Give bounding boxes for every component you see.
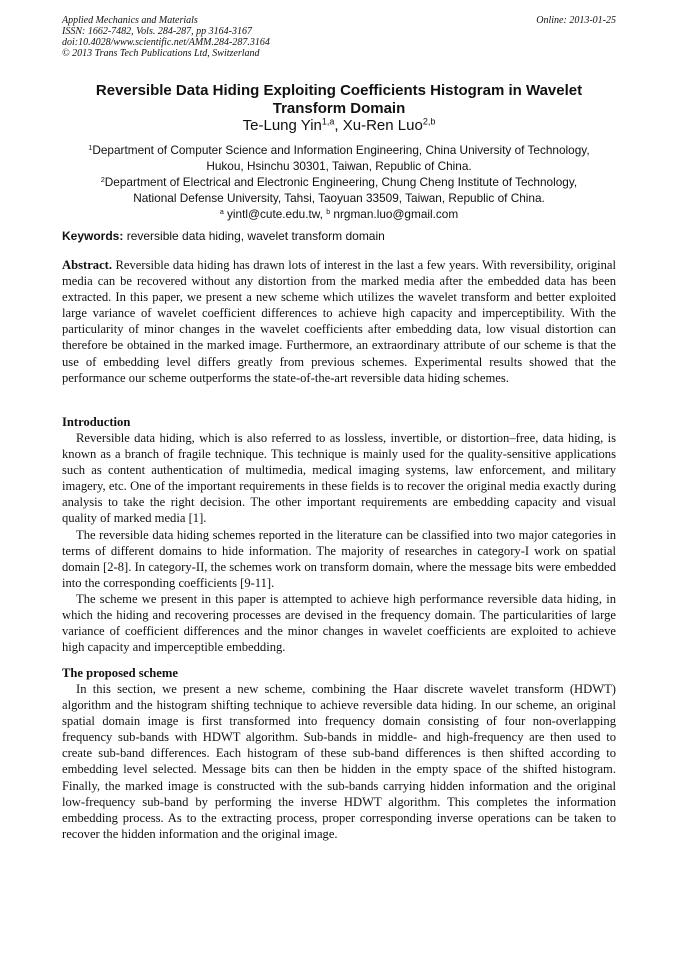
- author-name: Xu-Ren Luo: [342, 117, 423, 134]
- affiliation-line: [62, 158, 616, 174]
- email-superscript: a: [219, 207, 224, 216]
- journal-doi[interactable]: doi:10.4028/www.scientific.net/AMM.284-287.3164: [62, 37, 270, 48]
- email-address[interactable]: yintl@cute.edu.tw,: [223, 207, 327, 221]
- keywords-text: reversible data hiding, wavelet transform domain: [123, 229, 385, 243]
- journal-name: Applied Mechanics and Materials: [62, 15, 198, 26]
- author-separator: ,: [334, 117, 343, 134]
- affiliation-text: Department of Electrical and Electronic Engineering, Chung Cheng Institute of Technology,: [104, 175, 578, 189]
- introduction-body: [62, 430, 616, 655]
- affiliation-superscript: 2: [100, 175, 105, 184]
- keywords: [62, 229, 616, 244]
- journal-issn: ISSN: 1662-7482, Vols. 284-287, pp 3164-3167: [62, 26, 252, 37]
- email-superscript: b: [326, 207, 331, 216]
- affiliation-line: [62, 190, 616, 206]
- abstract-label: Abstract.: [62, 258, 113, 272]
- email-line: [62, 206, 616, 222]
- affiliation-text: Department of Computer Science and Information Engineering, China University of Technology,: [92, 143, 590, 157]
- online-date: Online: 2013-01-25: [536, 15, 616, 26]
- section-heading-proposed-scheme: The proposed scheme: [62, 666, 178, 680]
- paragraph: The reversible data hiding schemes reported in the literature can be classified into two major categories in terms of different domains to hide information. The majority of researches in category-I work on spatial domain [2-8]. In category-II, the schemes work on transform domain, where the message bits were embedded into the corresponding coefficients [9-11].: [62, 527, 616, 590]
- abstract: [62, 257, 616, 386]
- keywords-label: Keywords:: [62, 229, 124, 243]
- paragraph: The scheme we present in this paper is attempted to achieve high performance reversible data hiding, in which the hiding and recovering processes are devised in the frequency domain. The particularities of large variance of coefficient differences and the minor changes in wavelet coefficients are exploited to achieve high capacity and imperceptible embedding.: [62, 591, 616, 655]
- paragraph: Reversible data hiding, which is also referred to as lossless, invertible, or distortion–free, data hiding, is known as a branch of fragile technique. This technique is mainly used for the quality-sensitive applications such as content authentication of multimedia, medical imaging systems, law enforcement, and military imagery, etc. One of the important requirements in these fields is to recover the original media exactly during analysis to take the right decision. The other important requirements are embedding capacity and visual quality of marked media [1].: [62, 431, 616, 526]
- email-address[interactable]: nrgman.luo@gmail.com: [330, 207, 459, 221]
- section-heading-introduction: Introduction: [62, 415, 131, 429]
- proposed-scheme-body: [62, 681, 616, 842]
- author-superscript: 2,b: [422, 116, 436, 127]
- affiliation-text: Hukou, Hsinchu 30301, Taiwan, Republic of China.: [206, 159, 472, 173]
- abstract-text: Reversible data hiding has drawn lots of interest in the last a few years. With reversibility, original media can be recovered without any distortion from the marked media after the embedded data has been extracted. In this paper, we present a new scheme which utilizes the wavelet transform and better exploited large variance of wavelet coefficient differences to achieve high capacity and imperceptibility. With the particularity of minor changes in the wavelet coefficients after embedding data, low visual distortion can therefore be obtained in the marked image. Furthermore, an extraordinary attribute of our scheme is that the use of embedding level differs greatly from previous schemes. Experimental results showed that the performance our scheme outperforms the state-of-the-art reversible data hiding schemes.: [62, 258, 616, 385]
- affiliation-line: [62, 174, 616, 190]
- affiliations: [62, 142, 616, 222]
- author-name: Te-Lung Yin: [242, 117, 322, 134]
- author-superscript: 1,a: [321, 116, 335, 127]
- author-line: [62, 117, 616, 135]
- journal-header: [62, 15, 616, 59]
- affiliation-line: [62, 142, 616, 158]
- affiliation-superscript: 1: [88, 143, 93, 152]
- paragraph: In this section, we present a new scheme, combining the Haar discrete wavelet transform (HDWT) algorithm and the histogram shifting technique to achieve reversible data hiding. In our scheme, an original spatial domain image is first transformed into frequency domain consisting of four non-overlapping frequency sub-bands with HDWT algorithm. Sub-bands in middle- and high-frequency are then used to create sub-band differences. Each histogram of these sub-band differences is then shifted according to embedding level selected. Message bits can then be hidden in the empty space of the shifted histogram. Finally, the marked image is constructed with the sub-bands carrying hidden information and the original low-frequency sub-band by performing the inverse HDWT algorithm. This completes the information embedding process. As to the extracting process, proper corresponding inverse operations can be taken to recover the hidden information and the original image.: [62, 682, 616, 841]
- affiliation-text: National Defense University, Tahsi, Taoyuan 33509, Taiwan, Republic of China.: [133, 191, 545, 205]
- paper-title: Reversible Data Hiding Exploiting Coefficients Histogram in Wavelet Transform Domain: [95, 82, 583, 117]
- journal-copyright: © 2013 Trans Tech Publications Ltd, Switzerland: [62, 48, 260, 59]
